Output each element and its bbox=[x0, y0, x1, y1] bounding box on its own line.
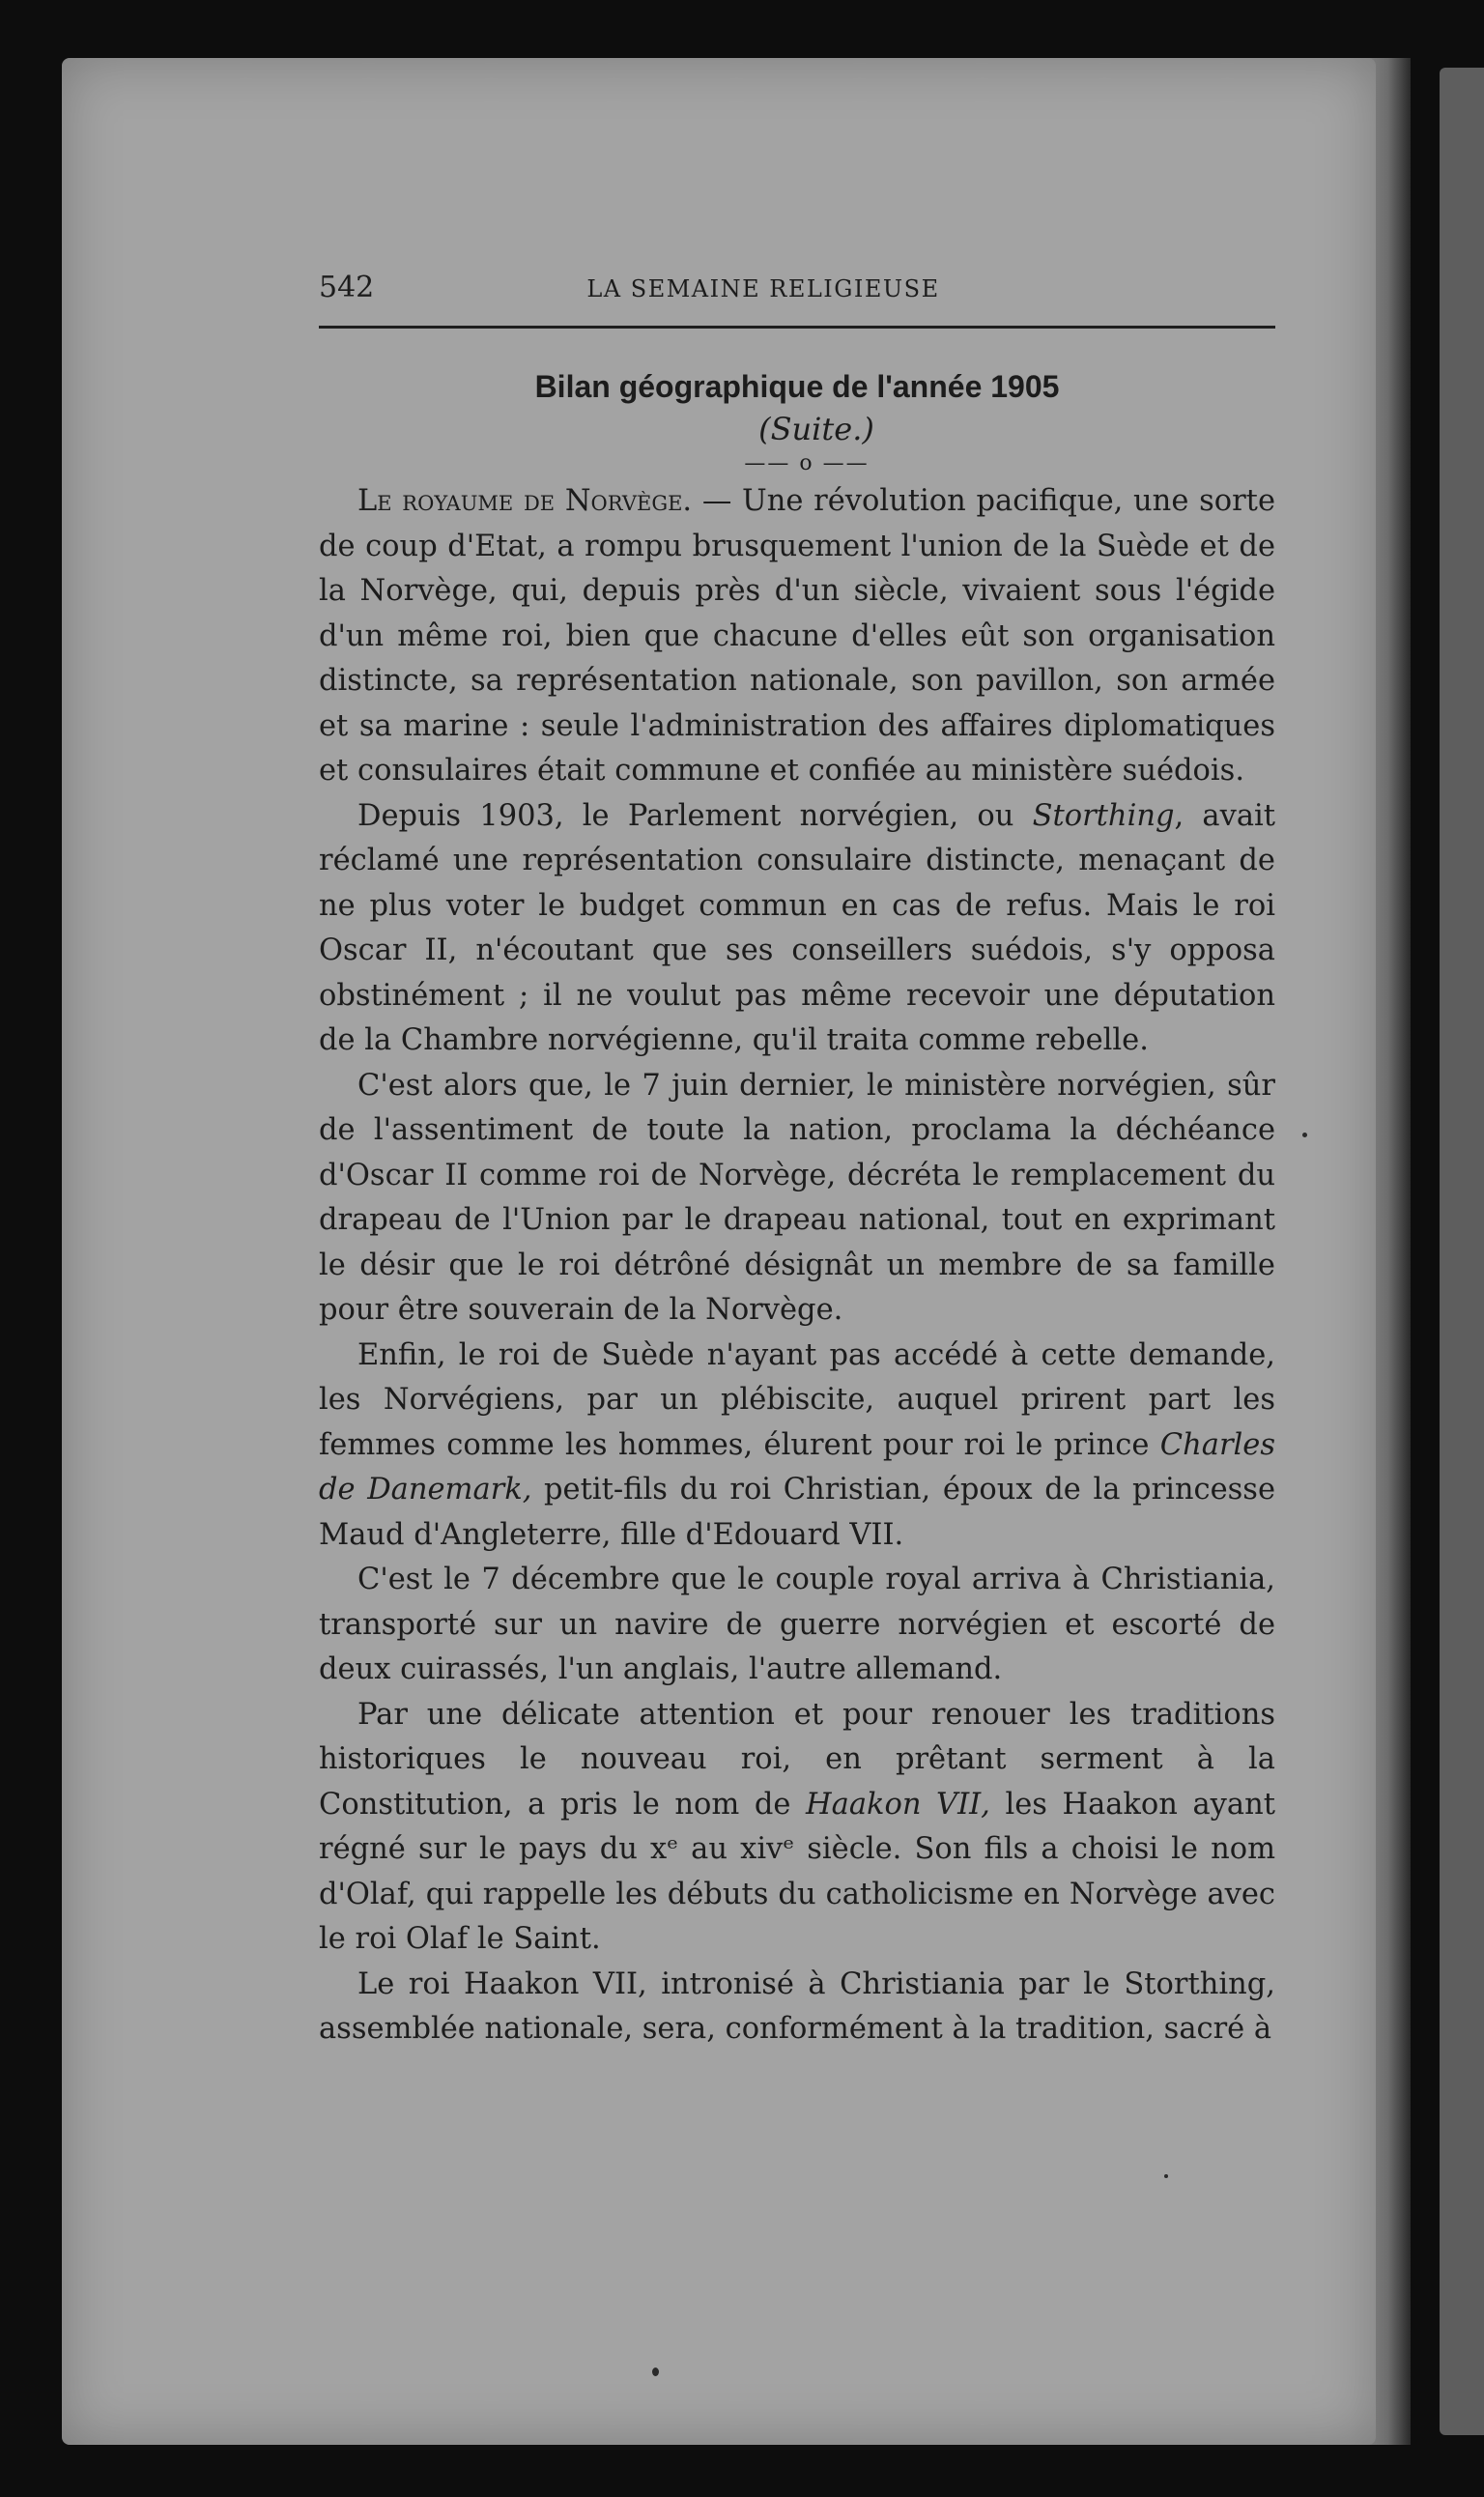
paragraph-4-italic: Charles de Danemark, bbox=[319, 1427, 1275, 1507]
paragraph-7: Le roi Haakon VII, intronisé à Christiania par le Storthing, assemblée nationale, sera, conformément à la tradition, sacré à bbox=[319, 1966, 1275, 2046]
article-title: Bilan géographique de l'année 1905 bbox=[534, 369, 1060, 404]
paragraph-4-text-b: petit-fils du roi Christian, époux de la princesse Maud d'Angleterre, fille d'Edouard VII. bbox=[319, 1473, 1275, 1552]
paragraph-1-text: — Une révolution pacifique, une sorte de coup d'Etat, a rompu brusquement l'union de la Suède et de la Norvège, qui, depuis près d'un siècle, vivaient sous l'égide d'un même roi, bien que chacune d'elles eût son organisation distincte, sa représentation nationale, son pavillon, son armée et sa marine : seule l'administration des affaires diplomatiques et consulaires était commune et confiée au ministère suédois. bbox=[319, 484, 1275, 788]
paragraph-4 bbox=[319, 1334, 1275, 1559]
adjacent-page-edge bbox=[1440, 68, 1484, 2435]
dust-speck bbox=[1164, 2174, 1168, 2178]
paragraph-2-text-b: , avait réclamé une représentation consulaire distincte, menaçant de ne plus voter le budget commun en cas de refus. Mais le roi Oscar II, n'écoutant que ses conseillers suédois, s'y opposa obstinément ; il ne voulut pas même recevoir une députation de la Chambre norvégienne, qu'il traita comme rebelle. bbox=[319, 798, 1276, 1057]
paragraph-6-text-a: Par une délicate attention et pour renouer les traditions historiques le nouveau roi, en prêtant serment à la Constitution, a pris le nom de bbox=[319, 1697, 1275, 1822]
paragraph-5: C'est le 7 décembre que le couple royal arriva à Christiania, transporté sur un navire de guerre norvégien et escorté de deux cuirassés, l'un anglais, l'autre allemand. bbox=[319, 1563, 1275, 1686]
paragraph-6 bbox=[319, 1693, 1275, 1963]
paragraph-2 bbox=[319, 794, 1275, 1064]
article-subtitle: (Suite.) bbox=[758, 411, 874, 447]
paragraph-1 bbox=[319, 479, 1275, 794]
paragraph-2-italic: Storthing bbox=[1032, 798, 1175, 833]
paragraph-6-text-b: les Haakon ayant régné sur le pays du xᵉ au xivᵉ siècle. Son fils a choisi le nom d'Olaf, qui rappelle les débuts du catholicisme en Norvège avec le roi Olaf le Saint. bbox=[319, 1787, 1275, 1956]
page-text bbox=[319, 271, 1275, 2052]
page-number: 542 bbox=[319, 271, 375, 304]
running-head bbox=[319, 271, 1275, 329]
paragraph-4-text-a: Enfin, le roi de Suède n'ayant pas accédé à cette demande, les Norvégiens, par un plébiscite, auquel prirent part les femmes comme les hommes, élurent pour roi le prince bbox=[319, 1337, 1275, 1462]
section-heading-inline: Le royaume de Norvège. bbox=[357, 484, 693, 518]
paragraph-6-italic: Haakon VII, bbox=[806, 1787, 990, 1822]
dust-speck bbox=[652, 2368, 659, 2376]
journal-title: LA SEMAINE RELIGIEUSE bbox=[586, 275, 940, 302]
paragraph-2-text-a: Depuis 1903, le Parlement norvégien, ou bbox=[357, 798, 1033, 833]
paragraph-3: C'est alors que, le 7 juin dernier, le ministère norvégien, sûr de l'assentiment de toute la nation, proclama la déchéance d'Oscar II comme roi de Norvège, décréta le remplacement du drapeau de l'Union par le drapeau national, tout en exprimant le désir que le roi détrôné désignât un membre de sa famille pour être souverain de la Norvège. bbox=[319, 1068, 1275, 1327]
dust-speck bbox=[1302, 1133, 1307, 1137]
section-ornament: —— o —— bbox=[744, 451, 870, 475]
